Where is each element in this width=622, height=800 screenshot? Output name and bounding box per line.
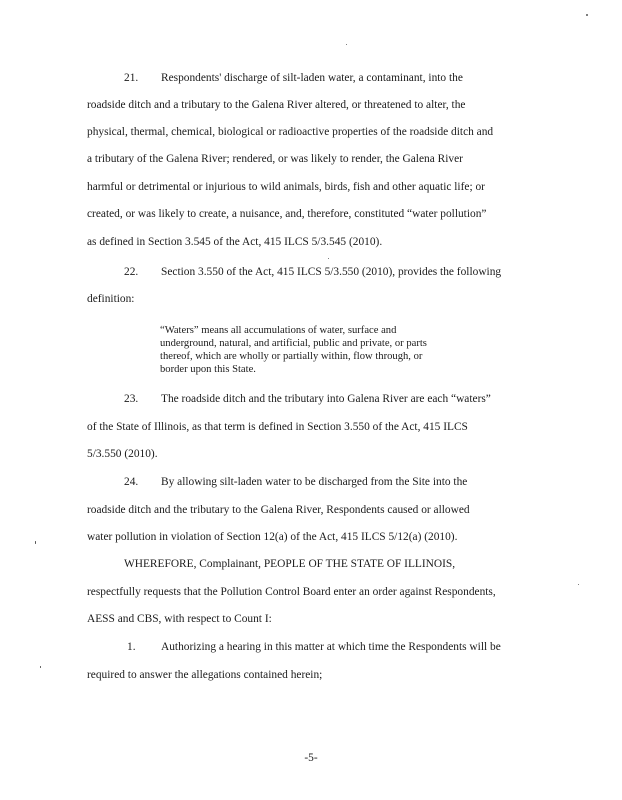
text-line: respectfully requests that the Pollution Control Board enter an order against Respondents, [87,586,496,598]
scan-speck [35,541,36,544]
text-line: Section 3.550 of the Act, 415 ILCS 5/3.550 (2010), provides the following [161,266,502,278]
quote-line: “Waters” means all accumulations of water, surface and [160,325,397,336]
text-line: Authorizing a hearing in this matter at which time the Respondents will be [161,641,501,653]
scan-speck [346,44,347,45]
text-line: roadside ditch and a tributary to the Galena River altered, or threatened to alter, the [87,99,466,111]
text-line: as defined in Section 3.545 of the Act, 415 ILCS 5/3.545 (2010). [87,236,383,248]
paragraph-number: 22. [124,266,139,278]
text-line: By allowing silt-laden water to be discharged from the Site into the [161,476,468,488]
scan-speck [40,666,41,668]
text-line: a tributary of the Galena River; rendered, or was likely to render, the Galena River [87,153,463,165]
text-line: AESS and CBS, with respect to Count I: [87,613,272,625]
text-line: water pollution in violation of Section 12(a) of the Act, 415 ILCS 5/12(a) (2010). [87,531,458,543]
page-number: -5- [304,752,318,764]
text-line: of the State of Illinois, as that term is defined in Section 3.550 of the Act, 415 ILCS [87,421,468,433]
quote-line: thereof, which are wholly or partially within, flow through, or [160,351,423,362]
quote-line: underground, natural, and artificial, public and private, or parts [160,338,427,349]
text-line: created, or was likely to create, a nuisance, and, therefore, constituted “water pollution” [87,208,487,220]
paragraph-number: 23. [124,393,139,405]
paragraph-number: 21. [124,72,139,84]
paragraph-number: 24. [124,476,139,488]
text-line: harmful or detrimental or injurious to wild animals, birds, fish and other aquatic life; or [87,181,485,193]
text-line: WHEREFORE, Complainant, PEOPLE OF THE STATE OF ILLINOIS, [124,558,456,570]
text-line: definition: [87,293,135,305]
item-number: 1. [127,641,136,653]
scan-speck [328,258,329,259]
text-line: The roadside ditch and the tributary into Galena River are each “waters” [161,393,491,405]
text-line: 5/3.550 (2010). [87,448,158,460]
text-line: roadside ditch and the tributary to the Galena River, Respondents caused or allowed [87,504,470,516]
quote-line: border upon this State. [160,364,256,375]
text-line: physical, thermal, chemical, biological or radioactive properties of the roadside ditch and [87,126,494,138]
text-line: required to answer the allegations contained herein; [87,669,323,681]
scan-speck [586,14,588,16]
scan-speck [578,584,579,585]
text-line: Respondents' discharge of silt-laden water, a contaminant, into the [161,72,463,84]
